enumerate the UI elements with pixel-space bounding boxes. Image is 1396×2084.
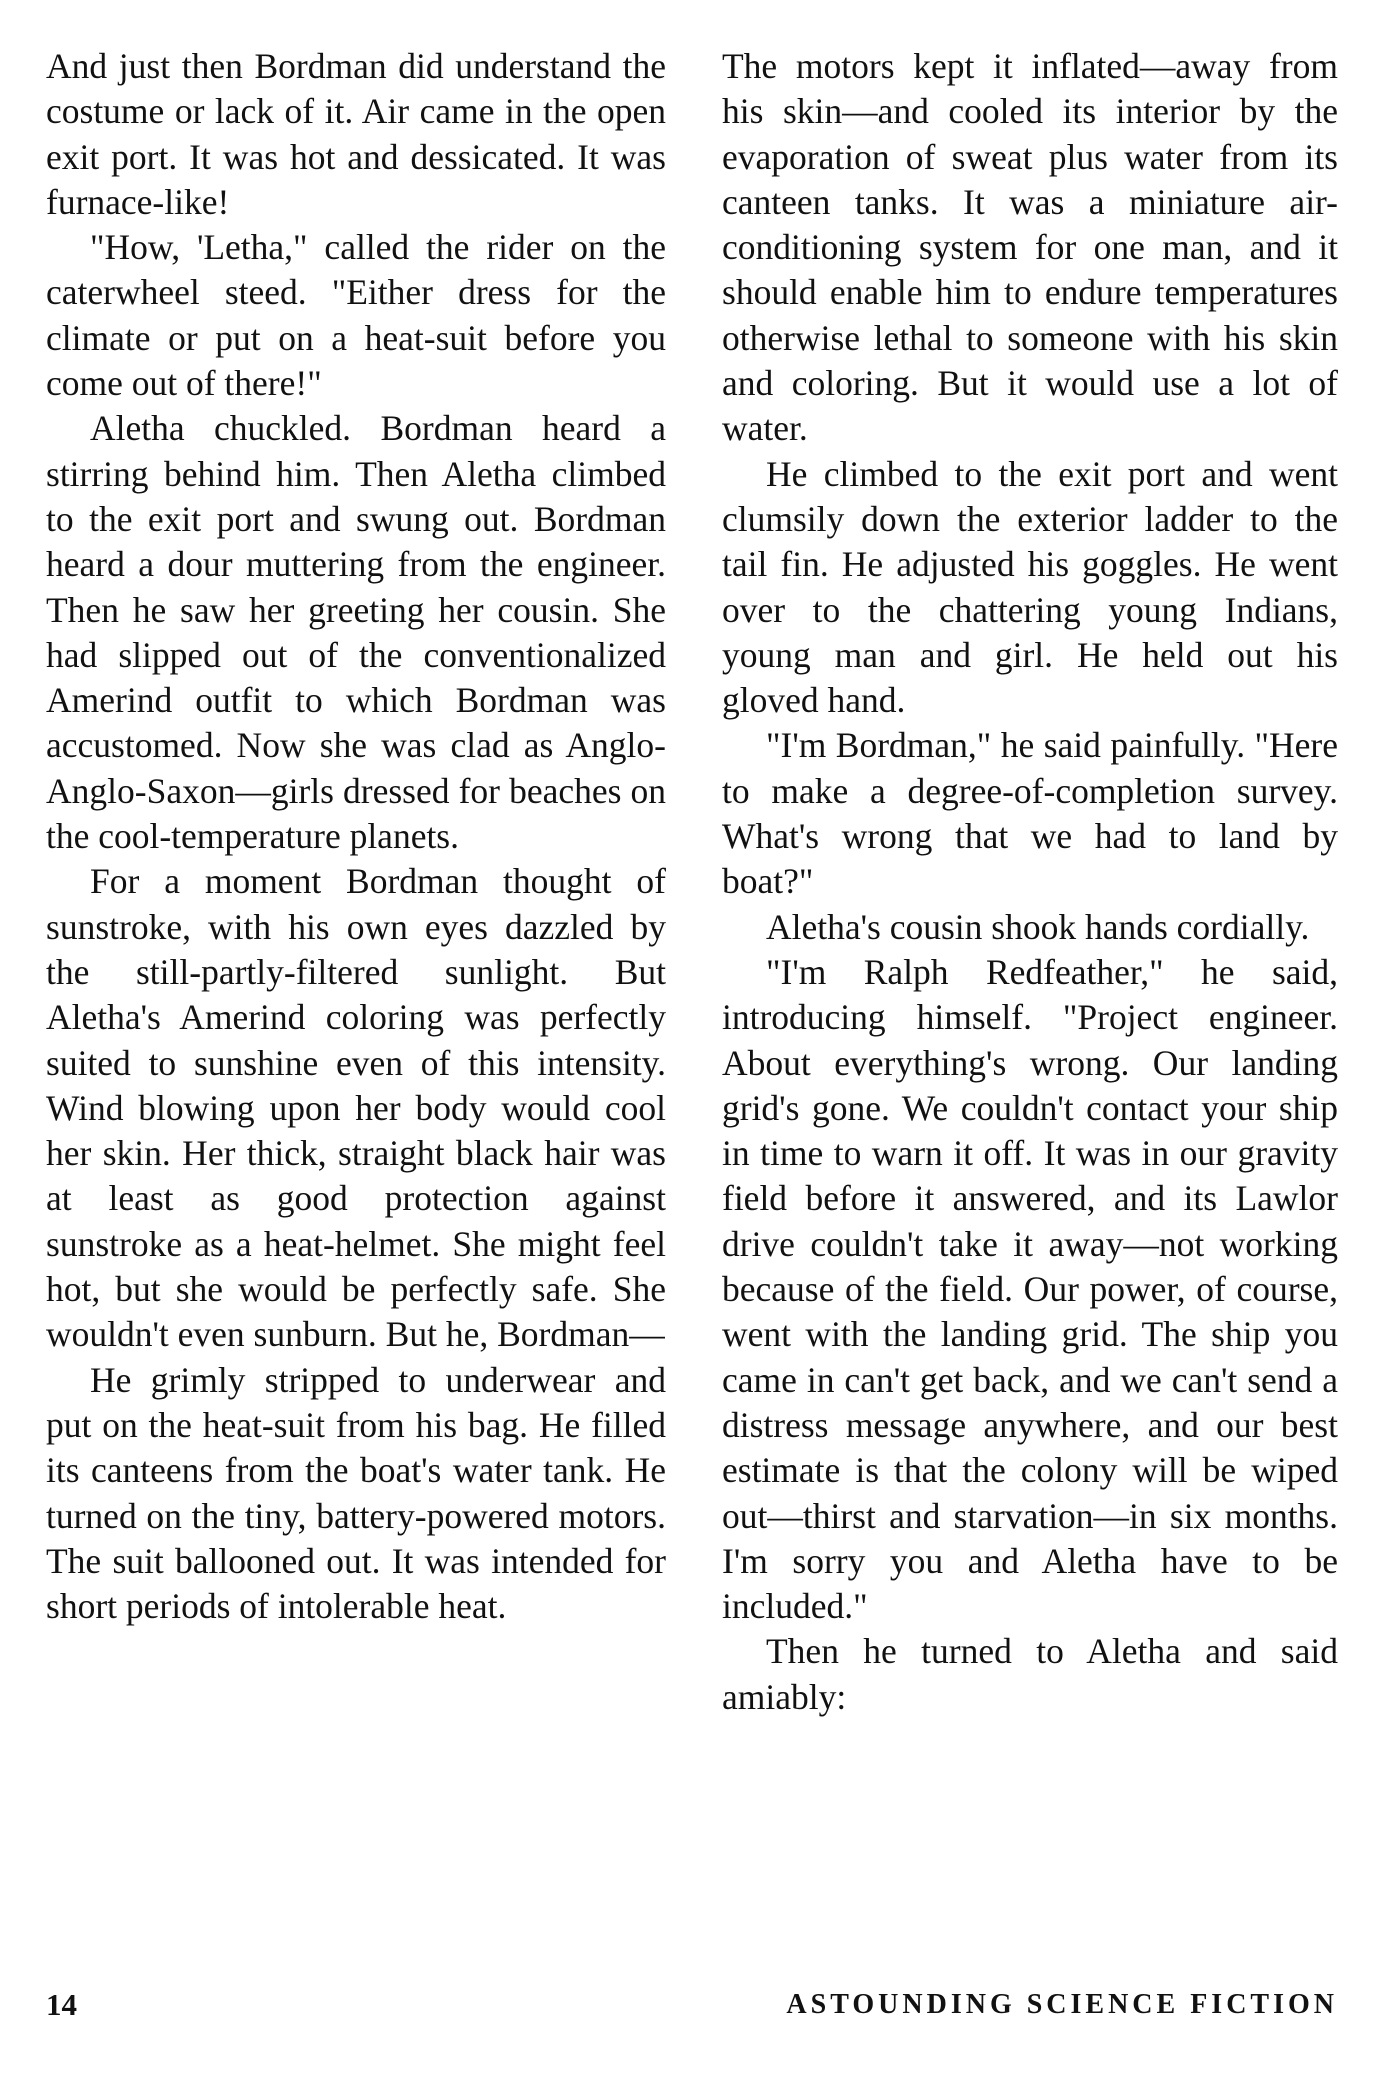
paragraph: "I'm Bordman," he said painfully. "Here to make a degree-of-completion survey. What's wrong that we had to land by boat?" [722,725,1338,902]
paragraph: Then he turned to Aletha and said amiably: [722,1631,1338,1717]
paragraph: He grimly stripped to underwear and put on the heat-suit from his bag. He filled its canteens from the boat's water tank. He turned on the tiny, battery-powered motors. The suit ballooned out. It was intended for short periods of intolerable heat. [46,1359,666,1627]
page-number: 14 [46,1987,77,2022]
paragraph: "How, 'Letha," called the rider on the caterwheel steed. "Either dress for the climate or put on a heat-suit before you come out of there!" [46,227,666,404]
paragraph: He climbed to the exit port and went clumsily down the exterior ladder to the tail fin. He adjusted his goggles. He went over to the chattering young Indians, young man and girl. He held out his gloved hand. [722,453,1338,721]
paragraph: Aletha chuckled. Bordman heard a stirring behind him. Then Aletha climbed to the exit port and swung out. Bordman heard a dour muttering from the engineer. Then he saw her greeting her cousin. She had slipped out of the conventionalized Amerind outfit to which Bordman was accustomed. Now she was clad as Anglo-Anglo-Saxon—girls dressed for beaches on the cool-temperature planets. [46,408,666,857]
paragraph: Aletha's cousin shook hands cordially. [766,906,1310,947]
paragraph: The motors kept it inflated—away from his skin—and cooled its interior by the evaporation of sweat plus water from its canteen tanks. It was a miniature air-conditioning system for one man, and it should enable him to endure temperatures otherwise lethal to someone with his skin and coloring. But it would use a lot of water. [722,46,1338,449]
running-title: ASTOUNDING SCIENCE FICTION [786,1989,1338,2020]
left-column [46,44,666,1629]
page-footer [46,1987,1338,2027]
paragraph: "I'm Ralph Redfeather," he said, introducing himself. "Project engineer. About everything's wrong. Our landing grid's gone. We couldn't contact your ship in time to warn it off. It was in our gravity field before it answered, and its Lawlor drive couldn't take it away—not working because of the field. Our power, of course, went with the landing grid. The ship you came in can't get back, and we can't send a distress message anywhere, and our best estimate is that the colony will be wiped out—thirst and starvation—in six months. I'm sorry you and Aletha have to be included." [722,951,1338,1627]
paragraph: And just then Bordman did understand the costume or lack of it. Air came in the open exit port. It was hot and dessicated. It was furnace-like! [46,46,666,222]
right-column [722,44,1338,1720]
paragraph: For a moment Bordman thought of sunstroke, with his own eyes dazzled by the still-partly-filtered sunlight. But Aletha's Amerind coloring was perfectly suited to sunshine even of this intensity. Wind blowing upon her body would cool her skin. Her thick, straight black hair was at least as good protection against sunstroke as a heat-helmet. She might feel hot, but she would be perfectly safe. She wouldn't even sunburn. But he, Bordman— [46,861,666,1355]
